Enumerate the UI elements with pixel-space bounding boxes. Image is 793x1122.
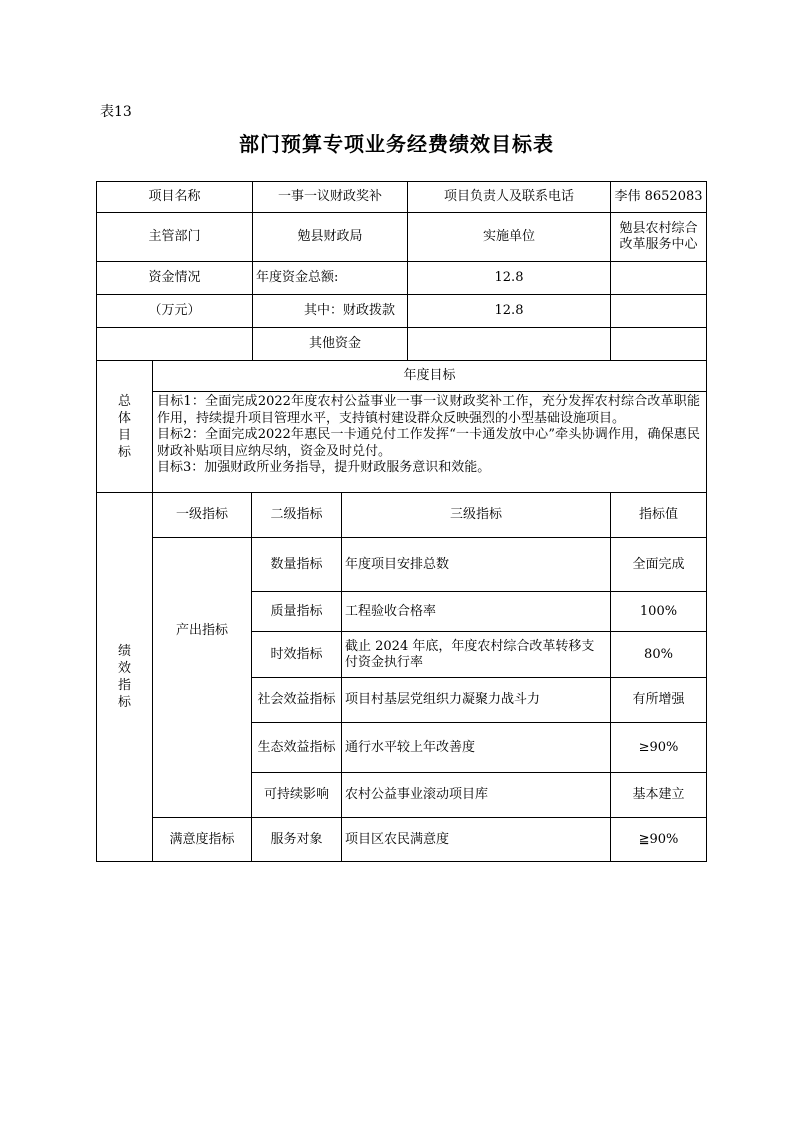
funds-label: 资金情况 (96, 261, 253, 295)
goal-item-2: 目标2：全面完成2022年惠民一卡通兑付工作发挥“一卡通发放中心”牵头协调作用，确保惠民财政补贴项目应纳尽纳，资金及时兑付。 (157, 427, 700, 459)
other-blank (96, 327, 253, 361)
goal-item-3: 目标3：加强财政所业务指导，提升财政服务意识和效能。 (157, 460, 491, 475)
goals-header: 年度目标 (152, 360, 707, 392)
value-sustainability: 基本建立 (610, 772, 707, 818)
indicators-side-label: 绩效指标 (96, 492, 153, 862)
header-level2: 二级指标 (251, 492, 342, 538)
impl-value: 勉县农村综合改革服务中心 (610, 212, 707, 262)
level3-sustainability: 农村公益事业滚动项目库 (341, 772, 611, 818)
satisfaction-value: ≧90% (610, 817, 707, 862)
level2-ecological: 生态效益指标 (251, 722, 342, 773)
value-quality: 100% (610, 591, 707, 632)
level3-social: 项目村基层党组织力凝聚力战斗力 (341, 677, 611, 723)
impl-label: 实施单位 (407, 212, 611, 262)
output-indicator-label: 产出指标 (152, 537, 252, 723)
goal-item-1: 目标1：全面完成2022年度农村公益事业一事一议财政奖补工作，充分发挥农村综合改革职能作用，持续提升项目管理水平，支持镇村建设群众反映强烈的小型基础设施项目。 (157, 394, 700, 426)
level2-quantity: 数量指标 (251, 537, 342, 592)
contact-label: 项目负责人及联系电话 (407, 181, 611, 213)
header-level3: 三级指标 (341, 492, 611, 538)
value-timeliness: 80% (610, 631, 707, 678)
project-name-value: 一事一议财政奖补 (252, 181, 408, 213)
output-indicator-cont (152, 722, 252, 818)
annual-total-label: 年度资金总额: (252, 261, 408, 295)
funds-unit-label: （万元） (96, 294, 253, 328)
contact-value: 李伟 8652083 (610, 181, 707, 213)
level2-timeliness: 时效指标 (251, 631, 342, 678)
fiscal-value: 12.8 (407, 294, 611, 328)
satisfaction-level2: 服务对象 (251, 817, 342, 862)
other-label: 其他资金 (252, 327, 408, 361)
project-name-label: 项目名称 (96, 181, 253, 213)
goals-body (152, 391, 707, 493)
level3-timeliness: 截止 2024 年底，年度农村综合改革转移支付资金执行率 (341, 631, 611, 678)
level3-ecological: 通行水平较上年改善度 (341, 722, 611, 773)
annual-total-value: 12.8 (407, 261, 611, 295)
value-ecological: ≥90% (610, 722, 707, 773)
dept-value: 勉县财政局 (252, 212, 408, 262)
level3-quantity: 年度项目安排总数 (341, 537, 611, 592)
goals-side-label: 总体目标 (96, 360, 153, 493)
level2-social: 社会效益指标 (251, 677, 342, 723)
level3-quality: 工程验收合格率 (341, 591, 611, 632)
header-value: 指标值 (610, 492, 707, 538)
fiscal-label: 其中：财政拨款 (252, 294, 408, 328)
other-value (407, 327, 611, 361)
level2-quality: 质量指标 (251, 591, 342, 632)
page-title: 部门预算专项业务经费绩效目标表 (239, 132, 554, 156)
annual-total-extra (610, 261, 707, 295)
value-quantity: 全面完成 (610, 537, 707, 592)
other-extra (610, 327, 707, 361)
satisfaction-level1: 满意度指标 (152, 817, 252, 862)
level2-sustainability: 可持续影响 (251, 772, 342, 818)
table-number: 表13 (100, 104, 132, 120)
satisfaction-level3: 项目区农民满意度 (341, 817, 611, 862)
dept-label: 主管部门 (96, 212, 253, 262)
value-social: 有所增强 (610, 677, 707, 723)
fiscal-extra (610, 294, 707, 328)
header-level1: 一级指标 (152, 492, 252, 538)
